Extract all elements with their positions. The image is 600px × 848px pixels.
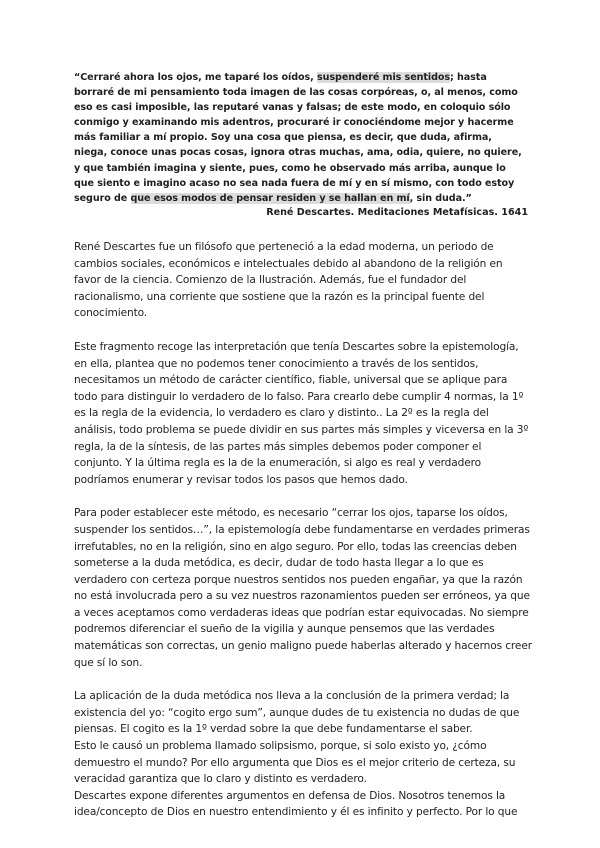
quote-text: “Cerraré ahora los ojos, me taparé los oídos,	[74, 72, 318, 83]
paragraph: Para poder establecer este método, es necesario “cerrar los ojos, taparse los oídos, suspender los sentidos…”, la epistemología debe fundamentarse en verdades primeras irrefutables, no en la religión, sino en algo seguro. Por ello, todas las creencias deben someterse a la duda metódica, es decir, dudar de todo hasta llegar a lo que es verdadero con certeza porque nuestros sentidos nos pueden engañar, ya que la razón no está involucrada pero a su vez nuestros razonamientos pueden ser erróneos, ya que a veces aceptamos como verdaderas ideas que podrían estar equivocadas. No siempre podremos diferenciar el sueño de la vigilia y aunque pensemos que las verdades matemáticas son correctas, un genio maligno puede haberlas alterado y hacernos creer que sí lo son.	[74, 507, 532, 669]
quote-highlight: suspenderé mis sentidos	[317, 72, 451, 83]
paragraph: Este fragmento recoge las interpretación que tenía Descartes sobre la epistemología, en ella, plantea que no podemos tener conocimiento a través de los sentidos, necesitamos un método de carácter científico, fiable, universal que se aplique para todo para distinguir lo verdadero de lo falso. Para crearlo debe cumplir 4 normas, la 1º es la regla de la evidencia, lo verdadero es claro y distinto.. La 2º es la regla del análisis, todo problema se puede dividir en sus partes más simples y viceversa en la 3º regla, la de la síntesis, de las partes más simples debemos poder componer el conjunto. Y la última regla es la de la enumeración, si algo es real y verdadero podríamos enumerar y revisar todos los pasos que hemos dado.	[74, 340, 529, 486]
paragraph: La aplicación de la duda metódica nos lleva a la conclusión de la primera verdad; la existencia del yo: “cogito ergo sum”, aunque dudes de tu existencia no dudas de que piensas. El cogito es la 1º verdad sobre la que debe fundamentarse el saber.	[74, 690, 520, 736]
paragraph: Esto le causó un problema llamado solipsismo, porque, si solo existo yo, ¿cómo demuestro el mundo? Por ello argumenta que Dios es el mejor criterio de certeza, su veracidad garantiza que lo claro y distinto es verdadero.	[74, 740, 516, 786]
quote-attribution: René Descartes. Meditaciones Metafísicas. 1641	[266, 207, 528, 218]
paragraph: Descartes expone diferentes argumentos en defensa de Dios. Nosotros tenemos la idea/concepto de Dios en nuestro entendimiento y él es infinito y perfecto. Por lo que	[74, 789, 518, 819]
quote-block	[74, 70, 528, 206]
quote-text: ; hasta borraré de mi pensamiento toda imagen de las cosas corpóreas, o, al menos, como eso es casi imposible, las reputaré vanas y falsas; de este modo, en coloquio sólo conmigo y examinando mis adentros, procuraré ir conociéndome mejor y hacerme más familiar a mí propio. Soy una cosa que piensa, es decir, que duda, afirma, niega, conoce unas pocas cosas, ignora otras muchas, ama, odia, quiere, no quiere, y que también imagina y siente, pues, como he observado más arriba, aunque lo que siento e imagino acaso no sea nada fuera de mí y en sí mismo, con todo estoy seguro de	[74, 72, 522, 204]
quote-highlight: que esos modos de pensar residen y se hallan en mí	[130, 192, 410, 204]
quote-text: , sin duda.”	[409, 192, 472, 204]
paragraph: René Descartes fue un filósofo que perteneció a la edad moderna, un periodo de cambios sociales, económicos e intelectuales debido al abandono de la religión en favor de la ciencia. Comienzo de la Ilustración. Además, fue el fundador del racionalismo, una corriente que sostiene que la razón es la principal fuente del conocimiento.	[74, 241, 503, 320]
essay-body	[74, 239, 532, 821]
